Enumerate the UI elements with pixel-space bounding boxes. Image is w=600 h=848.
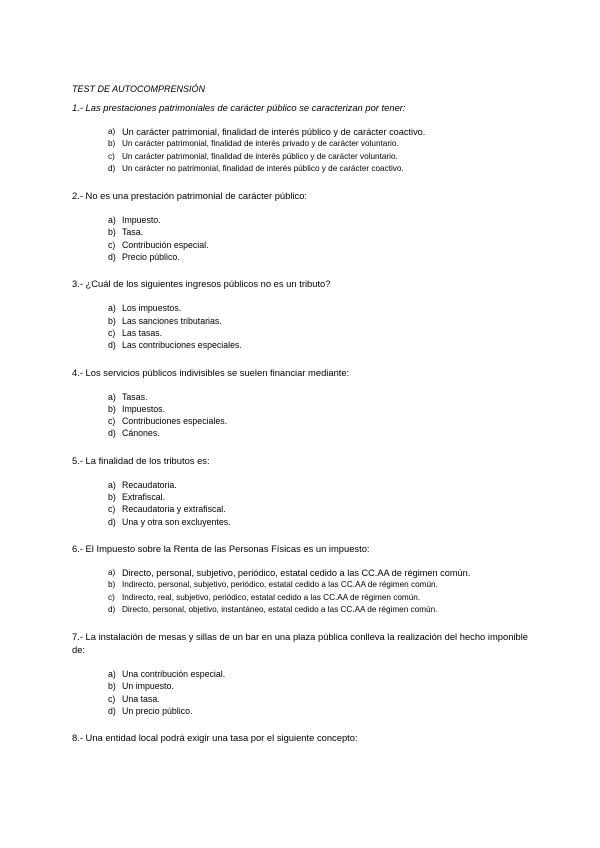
- option-d: d) Un precio público.: [108, 706, 193, 717]
- question-2: [72, 189, 532, 263]
- option-d: d) Un carácter no patrimonial, finalidad de interés público y de carácter coactivo.: [108, 163, 404, 173]
- option-a: a) Tasas.: [108, 391, 148, 402]
- option-a: a) Los impuestos.: [108, 303, 182, 314]
- option-c: c) Contribuciones especiales.: [108, 416, 228, 427]
- option-b: b) Un carácter patrimonial, finalidad de interés privado y de carácter voluntario.: [108, 139, 399, 149]
- question-text: 6.- El Impuesto sobre la Renta de las Personas Físicas es un impuesto:: [72, 542, 370, 554]
- question-text: 2.- No es una prestación patrimonial de carácter público:: [72, 190, 308, 202]
- option-list: [72, 567, 532, 616]
- option-a: a) Recaudatoria.: [108, 479, 177, 490]
- option-b: b) Un impuesto.: [108, 681, 174, 692]
- question-text: 4.- Los servicios públicos indivisibles se suelen financiar mediante:: [72, 366, 350, 378]
- option-c: c) Un carácter patrimonial, finalidad de interés público y de carácter voluntario.: [108, 151, 398, 161]
- question-text: 8.- Una entidad local podrá exigir una tasa por el siguiente concepto:: [72, 732, 358, 744]
- option-list: [72, 668, 532, 717]
- question-4: [72, 366, 532, 440]
- option-list: [72, 214, 532, 263]
- question-8: [72, 731, 532, 744]
- option-list: [72, 126, 532, 175]
- option-c: c) Las tasas.: [108, 327, 163, 338]
- option-b: b) Tasa.: [108, 227, 144, 238]
- option-d: d) Directo, personal, objetivo, instantáneo, estatal cedido a las CC.AA de régimen común.: [108, 604, 438, 614]
- test-title: TEST DE AUTOCOMPRENSIÓN: [72, 84, 206, 94]
- question-text: 1.- Las prestaciones patrimoniales de carácter público se caracterizan por tener:: [72, 102, 406, 113]
- option-list: [72, 391, 532, 440]
- question-5: [72, 454, 532, 528]
- option-c: c) Contribución especial.: [108, 239, 209, 250]
- question-text: 5.- La finalidad de los tributos es:: [72, 454, 210, 466]
- option-d: d) Precio público.: [108, 252, 180, 263]
- option-list: [72, 302, 532, 351]
- option-a: a) Una contribución especial.: [108, 669, 226, 680]
- option-a: a) Impuesto.: [108, 215, 161, 226]
- option-c: c) Recaudatoria y extrafiscal.: [108, 504, 226, 515]
- option-c: c) Indirecto, real, subjetivo, periódico, estatal cedido a las CC.AA de régimen común.: [108, 592, 421, 602]
- option-b: b) Impuestos.: [108, 403, 166, 414]
- document-page: [72, 84, 532, 744]
- question-7: [72, 630, 532, 717]
- question-text: 3.- ¿Cuál de los siguientes ingresos públicos no es un tributo?: [72, 278, 331, 290]
- option-a: a) Un carácter patrimonial, finalidad de interés público y de carácter coactivo.: [108, 127, 426, 137]
- option-list: [72, 479, 532, 528]
- option-b: b) Indirecto, personal, subjetivo, periódico, estatal cedido a las CC.AA de régimen común.: [108, 580, 438, 590]
- option-d: d) Cánones.: [108, 428, 160, 439]
- option-d: d) Una y otra son excluyentes.: [108, 516, 231, 527]
- question-text: 7.- La instalación de mesas y sillas de un bar en una plaza pública conlleva la realización del hecho imponible de:: [72, 631, 529, 656]
- option-b: b) Extrafiscal.: [108, 492, 166, 503]
- option-b: b) Las sanciones tributarias.: [108, 315, 222, 326]
- option-d: d) Las contribuciones especiales.: [108, 340, 242, 351]
- option-c: c) Una tasa.: [108, 693, 160, 704]
- question-3: [72, 277, 532, 351]
- question-1: [72, 101, 532, 175]
- option-a: a) Directo, personal, subjetivo, periódico, estatal cedido a las CC.AA de régimen común.: [108, 567, 471, 578]
- question-6: [72, 542, 532, 616]
